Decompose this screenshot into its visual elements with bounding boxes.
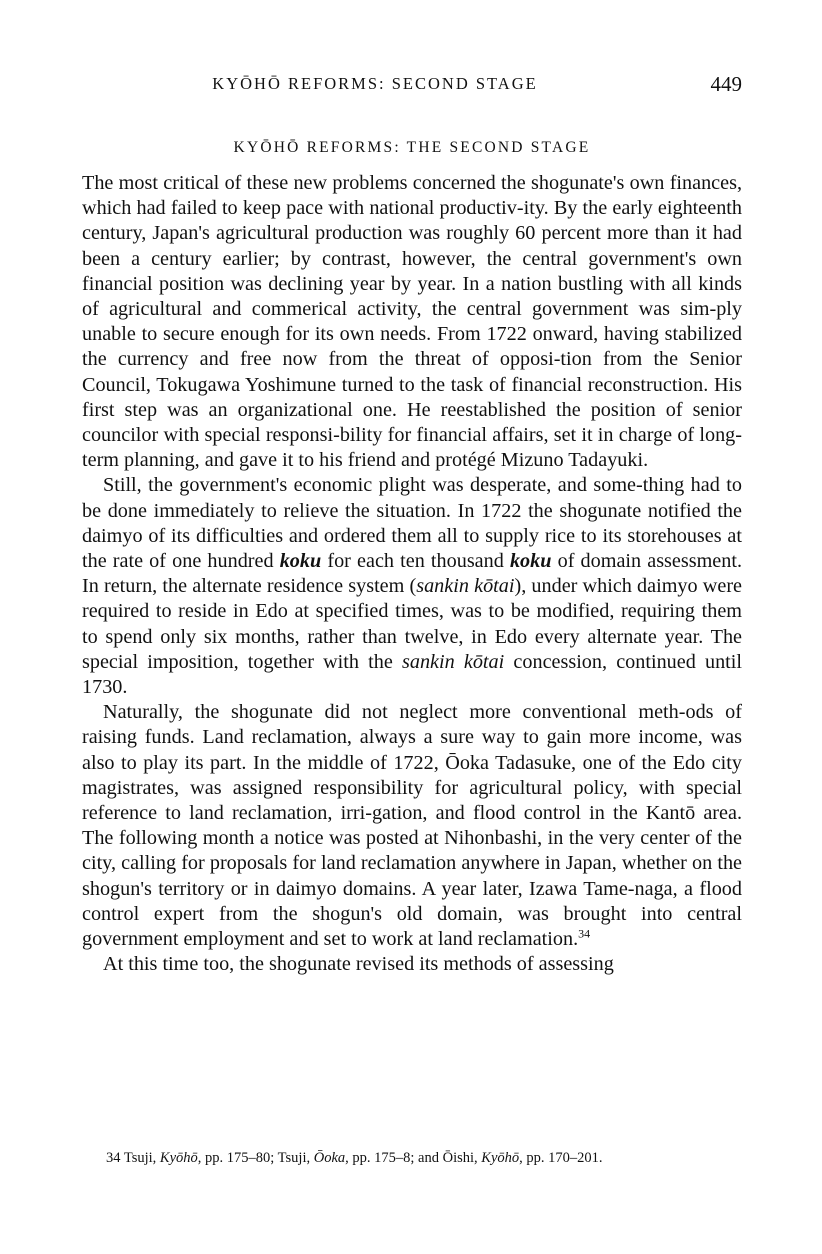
italic-term: Kyōhō xyxy=(481,1150,520,1166)
running-title: KYŌHŌ REFORMS: SECOND STAGE xyxy=(212,74,538,93)
italic-term: Kyōhō xyxy=(159,1150,198,1166)
text-run: Naturally, the shogunate did not neglect more conventional meth-ods of raising funds. Land reclamation, always a sure way to gain more income, was also to play its part. In the middle of 1722, Ōoka Tadasuke, one of the Edo city magistrates, was assigned responsibility for agricultural policy, with special reference to land reclamation, irri-gation, and flood control in the Kantō area. The following month a notice was posted at Nihonbashi, in the very center of the city, calling for proposals for land reclamation anywhere in Japan, whether on the shogun's territory or in daimyo domains. A year later, Izawa Tame-naga, a flood control expert from the shogun's old domain, was brought into central government employment and set to work at land reclamation. xyxy=(82,701,742,951)
text-run: The most critical of these new problems concerned the shogunate's own finances, which had failed to keep pace with national productiv-ity. By the early eighteenth century, Japan's agricultural production was roughly 60 percent more than it had been a century earlier; by contrast, however, the central government's own financial position was declining year by year. In a nation bustling with all kinds of agricultural and commerical activity, the central government was sim-ply unable to secure enough for its own needs. From 1722 onward, having stabilized the currency and free now from the threat of opposi-tion from the Senior Council, Tokugawa Yoshimune turned to the task of financial reconstruction. His first step was an organizational one. He reestablished the position of senior councilor with special responsi-bility for financial affairs, set it in charge of long-term planning, and gave it to his friend and protégé Mizuno Tadayuki. xyxy=(82,172,742,472)
paragraph xyxy=(82,700,742,952)
text-run: ), under which daimyo were required to reside in Edo at specified times, was to be modified, requiring them to spend only six months, rather than twelve, in Edo every alternate year. The special imposition, together with the xyxy=(82,575,742,673)
text-run: of domain assessment. In return, the alternate residence system ( xyxy=(82,550,742,598)
footnote-marker: 34 xyxy=(578,926,591,941)
text-run: , pp. 170–201. xyxy=(519,1150,603,1166)
italic-term: Ōoka xyxy=(313,1150,346,1166)
bold-italic-term: koku xyxy=(509,550,552,573)
section-title: KYŌHŌ REFORMS: THE SECOND STAGE xyxy=(233,139,591,156)
text-run: Still, the government's economic plight was desperate, and some-thing had to be done immediately to relieve the situation. In 1722 the shogunate notified the daimyo of its difficulties and ordered them all to supply rice to its storehouses at the rate of one hundred xyxy=(82,474,742,573)
paragraph xyxy=(82,952,742,977)
text-run: for each ten thousand xyxy=(321,550,510,573)
italic-term: sankin kōtai xyxy=(416,575,515,598)
text-run: 34 Tsuji, xyxy=(106,1150,160,1166)
text-run: At this time too, the shogunate revised its methods of assessing xyxy=(103,953,614,976)
paragraph xyxy=(82,473,742,700)
body-text xyxy=(82,171,742,978)
text-run: concession, continued until 1730. xyxy=(82,650,742,699)
page-number: 449 xyxy=(710,72,742,96)
running-head xyxy=(82,74,742,98)
paragraph xyxy=(82,171,742,473)
italic-term: sankin kōtai xyxy=(402,650,505,673)
bold-italic-term: koku xyxy=(279,550,322,573)
footnote xyxy=(106,1148,746,1168)
text-run: , pp. 175–8; and Ōishi, xyxy=(345,1150,482,1166)
text-run: , pp. 175–80; Tsuji, xyxy=(197,1150,314,1166)
